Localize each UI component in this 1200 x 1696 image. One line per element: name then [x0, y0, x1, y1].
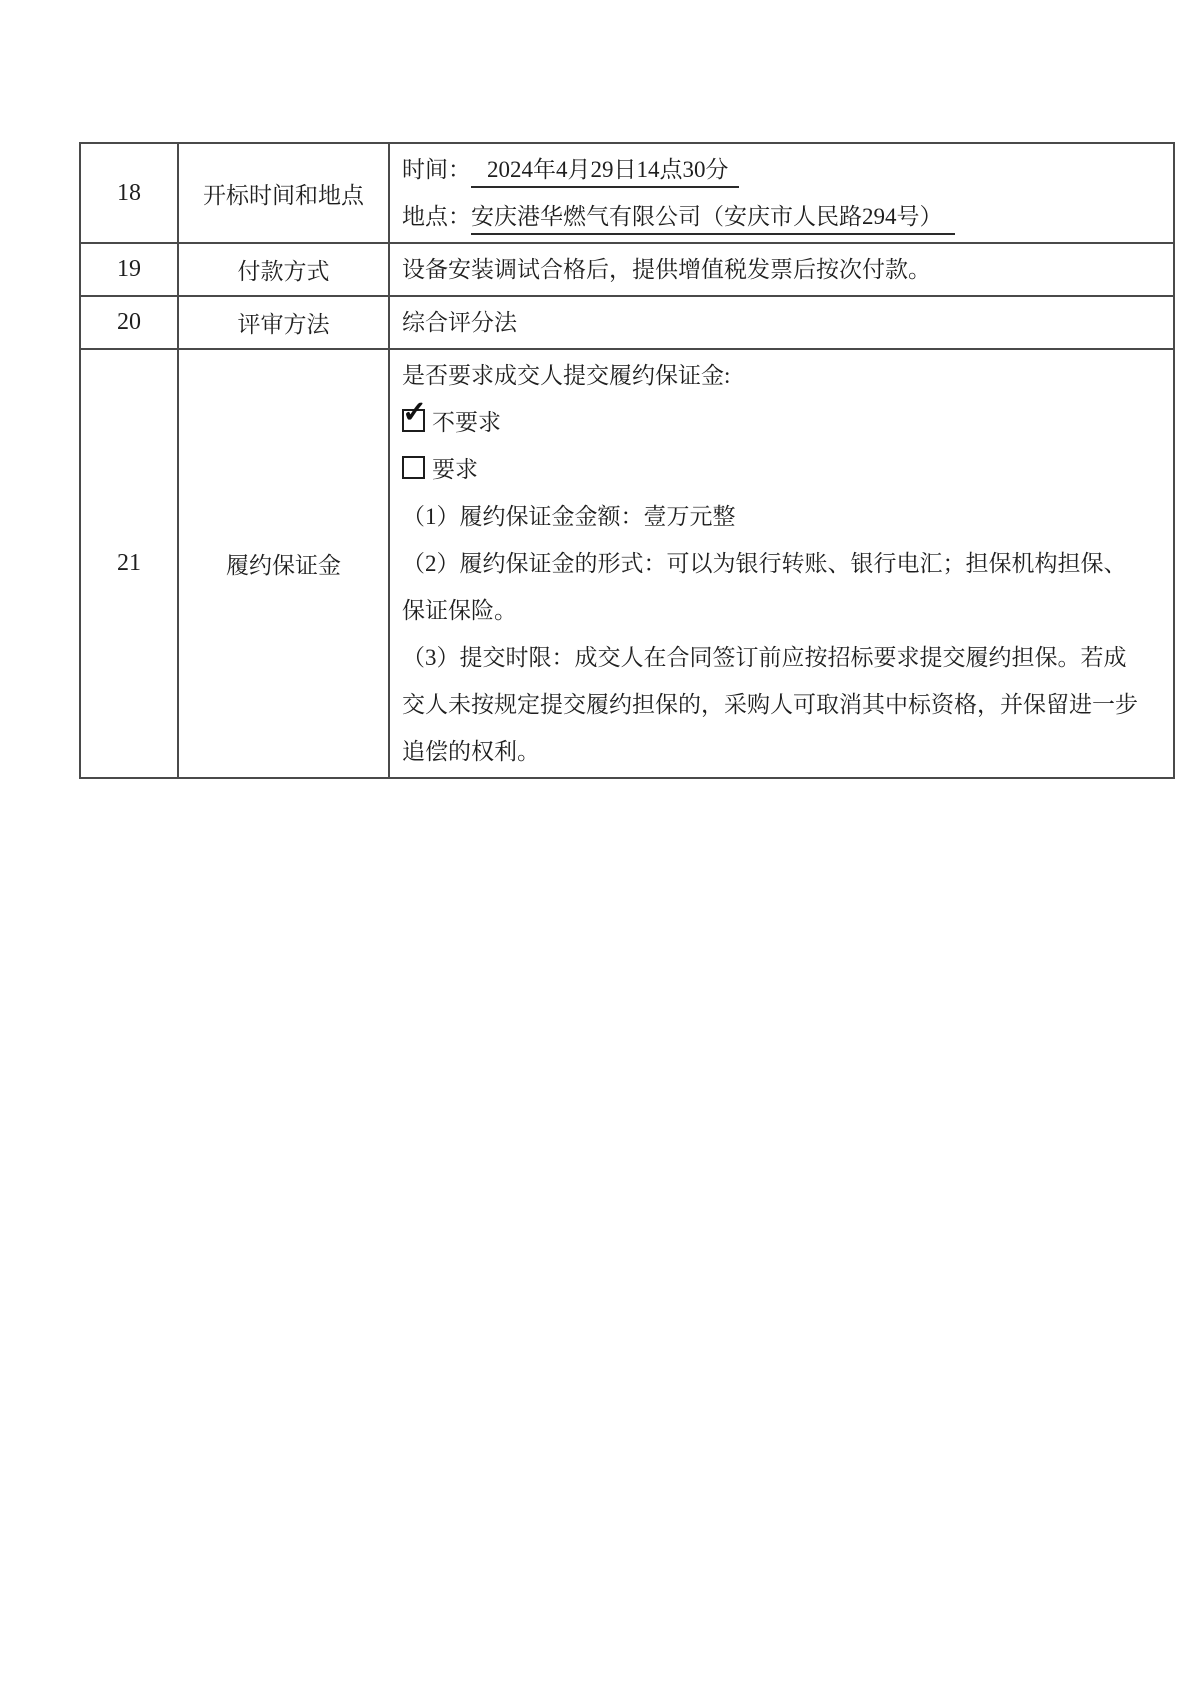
bond-item-2: （2）履约保证金的形式：可以为银行转账、银行电汇；担保机构担保、保证保险。 [402, 551, 1127, 623]
check-icon: ✓ [402, 396, 428, 429]
row-label-cell: 付款方式 [178, 243, 389, 296]
bond-item-3: （3）提交时限：成交人在合同签订前应按招标要求提交履约担保。若成交人未按规定提交履约担保的，采购人可取消其中标资格，并保留进一步追偿的权利。 [402, 645, 1138, 764]
payment-method-cell [389, 243, 1174, 296]
bid-place-line [402, 193, 1145, 240]
place-prefix: 地点： [402, 204, 471, 229]
review-method-text: 综合评分法 [402, 310, 517, 335]
table-row [80, 143, 1174, 243]
payment-method-text: 设备安装调试合格后，提供增值税发票后按次付款。 [402, 257, 931, 282]
bond-option-yes-label: 要求 [432, 457, 478, 482]
bond-question: 是否要求成交人提交履约保证金: [402, 363, 731, 388]
row-number-cell: 20 [80, 296, 178, 349]
bond-option-yes-line [402, 446, 1145, 493]
row-label-cell: 履约保证金 [178, 349, 389, 778]
bond-option-no-label: 不要求 [432, 410, 501, 435]
performance-bond-cell [389, 349, 1174, 778]
open-bid-time-place-cell [389, 143, 1174, 243]
review-method-cell [389, 296, 1174, 349]
row-number-cell: 18 [80, 143, 178, 243]
bid-time-line [402, 146, 1145, 193]
tender-info-table [79, 142, 1175, 779]
bond-option-no-line [402, 396, 1145, 446]
place-value: 安庆港华燃气有限公司（安庆市人民路294号） [471, 202, 955, 235]
row-number-cell: 21 [80, 349, 178, 778]
time-value: 2024年4月29日14点30分 [471, 155, 739, 188]
time-prefix: 时间： [402, 157, 471, 182]
table-row [80, 349, 1174, 778]
row-number-cell: 19 [80, 243, 178, 296]
row-label-cell: 评审方法 [178, 296, 389, 349]
checkbox-requirement[interactable] [402, 456, 425, 479]
bond-item-1: （1）履约保证金金额：壹万元整 [402, 504, 736, 529]
table-row [80, 296, 1174, 349]
checkbox-no-requirement[interactable] [402, 396, 428, 432]
row-label-cell: 开标时间和地点 [178, 143, 389, 243]
table-row [80, 243, 1174, 296]
